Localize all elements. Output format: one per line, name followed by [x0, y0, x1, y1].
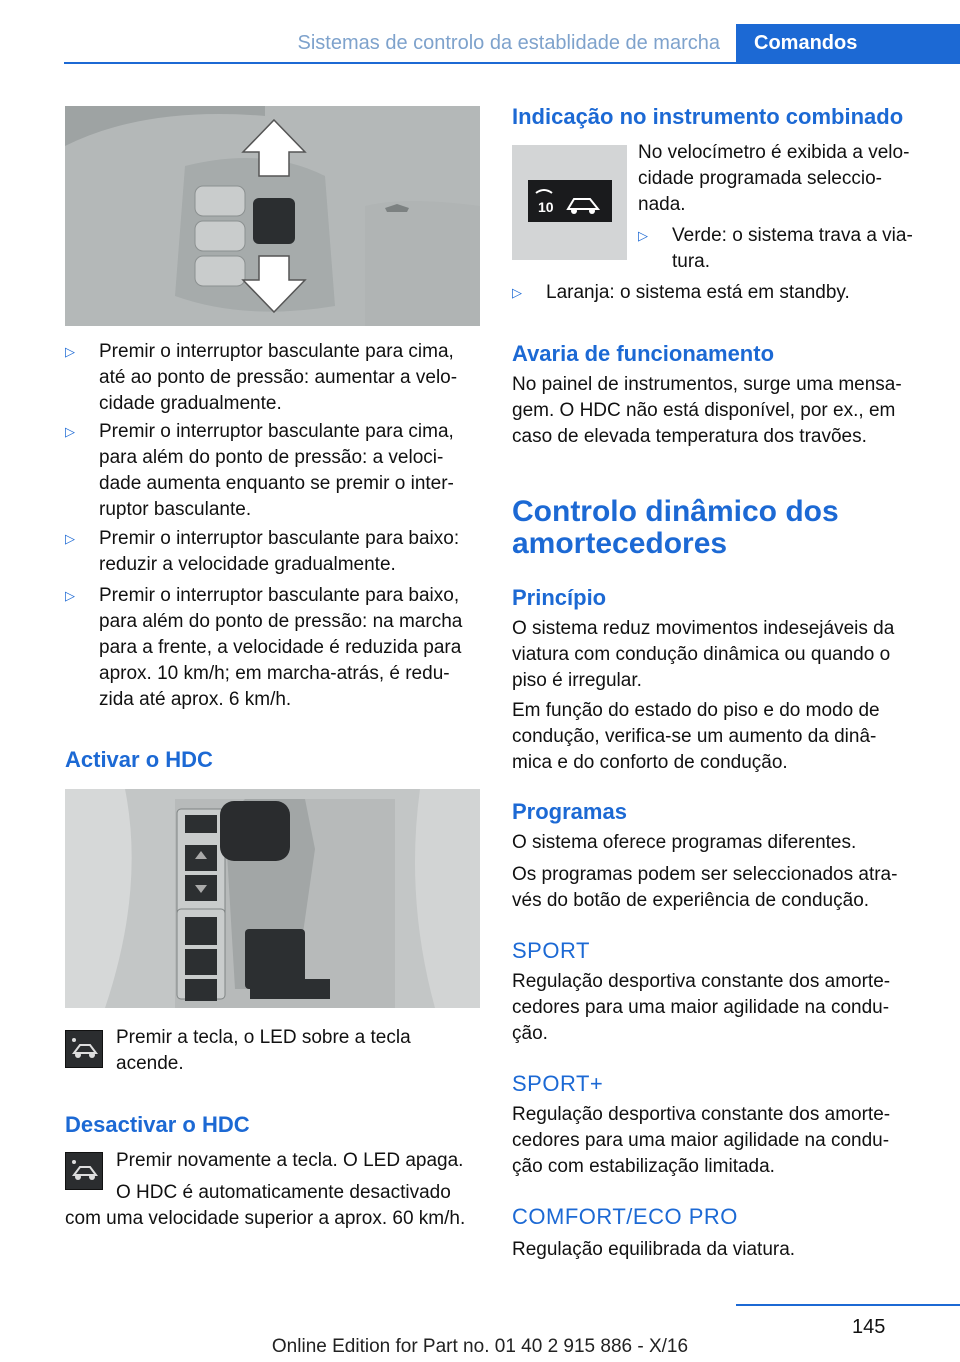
sportplus-text: Regulação desportiva constante dos amorte- cedores para uma maior agilidade na condu- ção com estabilização limitada. — [512, 1104, 891, 1177]
malfunction-text: No painel de instrumentos, surge uma mensa- gem. O HDC não está disponível, por ex., em caso de elevada temperatura dos travões. — [512, 374, 902, 447]
instrument-cluster-display-image — [512, 145, 627, 260]
program-heading-comfort-eco-pro: COMFORT/ECO PRO — [512, 1204, 738, 1229]
principle-text: O sistema reduz movimentos indesejáveis da viatura com condução dinâmica ou quando o piso é irregular. — [512, 618, 895, 691]
section-heading-activate: Activar o HDC — [65, 747, 213, 772]
center-console-buttons-image — [65, 789, 480, 1008]
hdc-button-icon — [65, 1152, 103, 1190]
display-speed-readout: 10 — [538, 199, 554, 215]
steering-wheel-rocker-switch-image — [65, 106, 480, 326]
chapter-heading-dynamic-damper: Controlo dinâmico dos amortecedores — [512, 495, 839, 560]
program-heading-sport-plus: SPORT+ — [512, 1071, 604, 1096]
header-rule — [64, 62, 960, 64]
center-console-illustration — [65, 789, 480, 1008]
programs-text: Os programas podem ser seleccionados atra- vés do botão de experiência de condução. — [512, 864, 898, 911]
bullet-triangle-icon: ▷ — [65, 344, 75, 359]
bullet-triangle-icon: ▷ — [638, 228, 648, 243]
section-heading-programs: Programas — [512, 799, 627, 824]
list-item: ▷ Laranja: o sistema está em standby. — [512, 280, 932, 308]
comfort-text: Regulação equilibrada da viatura. — [512, 1239, 796, 1260]
hdc-button-icon — [65, 1030, 103, 1068]
bullet-triangle-icon: ▷ — [65, 424, 75, 439]
list-item: ▷ Premir o interruptor basculante para baixo: reduzir a velocidade gradualmente. — [65, 528, 460, 575]
steering-wheel-illustration — [65, 106, 480, 326]
running-header-section: Sistemas de controlo da establidade de marcha — [297, 32, 720, 54]
principle-text: Em função do estado do piso e do modo de condução, verifica-se um aumento da dinâ- mica e do conforto de condução. — [512, 700, 880, 773]
running-header-chapter: Comandos — [736, 24, 960, 62]
page-number: 145 — [852, 1316, 886, 1338]
list-item: ▷ Verde: o sistema trava a via- tura. — [638, 225, 913, 272]
edition-footer: Online Edition for Part no. 01 40 2 915 886 - X/16 — [271, 1336, 689, 1357]
list-item: ▷ Premir o interruptor basculante para cima, até ao ponto de pressão: aumentar a velo- cidade gradualmente. — [65, 341, 458, 414]
footer-rule — [736, 1304, 960, 1306]
programs-text: O sistema oferece programas diferentes. — [512, 832, 857, 853]
display-text: No velocímetro é exibida a velo- cidade programada seleccio- nada. — [638, 142, 910, 215]
section-heading-display: Indicação no instrumento combinado — [512, 104, 904, 129]
bullet-triangle-icon: ▷ — [65, 588, 75, 603]
section-heading-deactivate: Desactivar o HDC — [65, 1112, 250, 1137]
deactivate-auto-text: com uma velocidade superior a aprox. 60 km/h. — [65, 1208, 466, 1229]
program-heading-sport: SPORT — [512, 938, 590, 963]
section-heading-principle: Princípio — [512, 585, 607, 610]
list-item: ▷ Premir o interruptor basculante para cima, para além do ponto de pressão: a veloci- dade aumenta enquanto se premir o inter- ruptor basculante. — [65, 421, 454, 520]
section-heading-malfunction: Avaria de funcionamento — [512, 341, 775, 366]
list-item: ▷ Premir o interruptor basculante para baixo, para além do ponto de pressão: na marcha para a frente, a velocidade é reduzida para aprox. 10 km/h; em marcha-atrás, é redu- zida até aprox. 6 km/h. — [65, 585, 463, 710]
deactivate-text: Premir novamente a tecla. O LED apaga. — [116, 1150, 464, 1171]
bullet-triangle-icon: ▷ — [65, 531, 75, 546]
sport-text: Regulação desportiva constante dos amorte- cedores para uma maior agilidade na condu- ção. — [512, 971, 891, 1044]
deactivate-auto-text: O HDC é automaticamente desactivado — [116, 1182, 451, 1203]
bullet-triangle-icon: ▷ — [512, 285, 522, 300]
activate-text: Premir a tecla, o LED sobre a tecla acende. — [116, 1027, 411, 1074]
